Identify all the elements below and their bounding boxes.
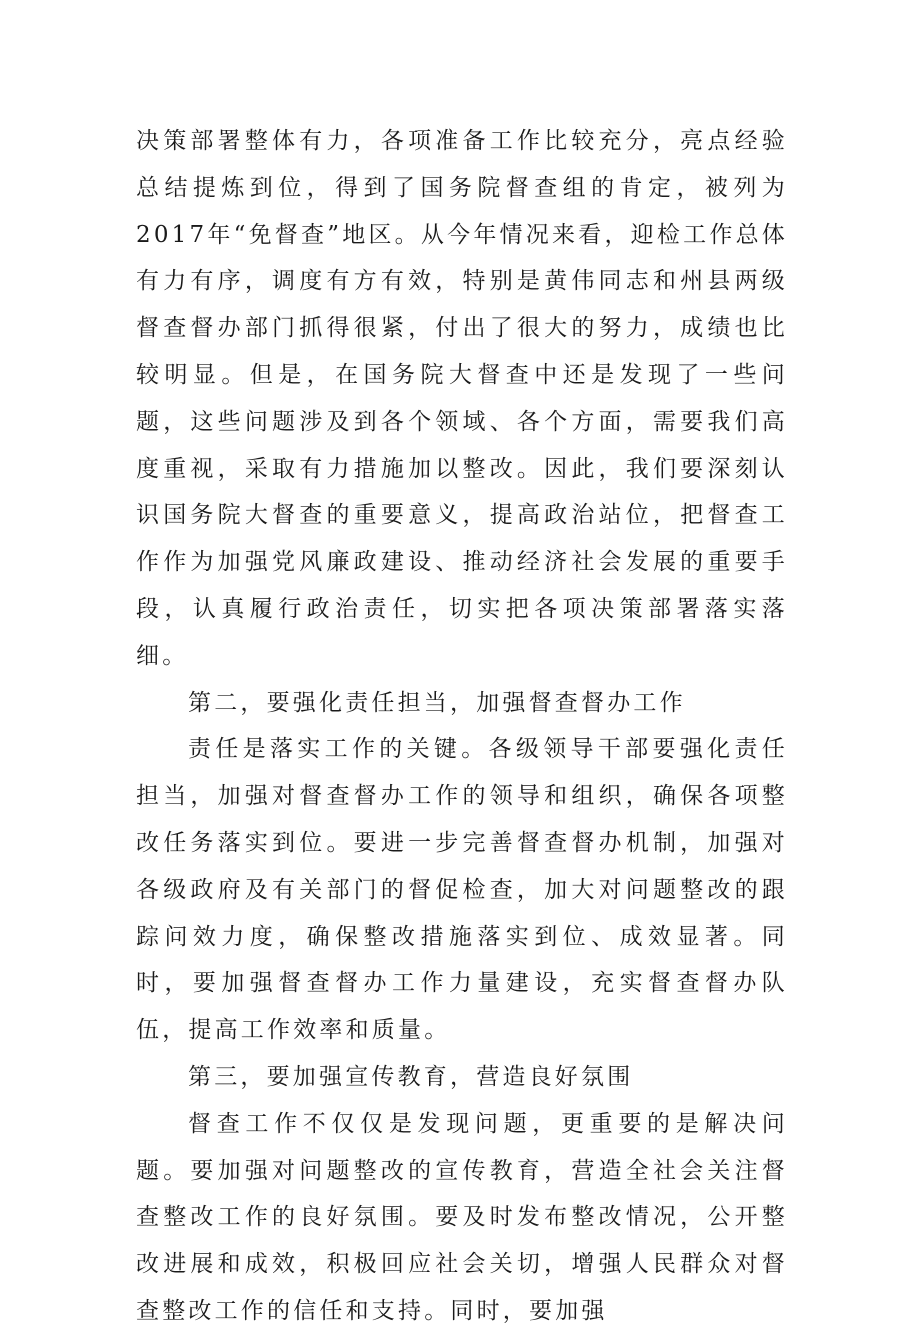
document-body [136, 118, 788, 1335]
section-heading-3: 第三，要加强宣传教育，营造良好氛围 [188, 1063, 634, 1090]
body-paragraph-3: 督查工作不仅仅是发现问题，更重要的是解决问题。要加强对问题整改的宣传教育，营造全社会关注督查整改工作的良好氛围。要及时发布整改情况，公开整改进展和成效，积极回应社会关切，增强人民群众对督查整改工作的信任和支持。同时，要加强 [136, 1110, 788, 1324]
section-heading-2: 第二，要强化责任担当，加强督查督办工作 [188, 689, 686, 716]
body-paragraph-2: 责任是落实工作的关键。各级领导干部要强化责任担当，加强对督查督办工作的领导和组织，确保各项整改任务落实到位。要进一步完善督查督办机制，加强对各级政府及有关部门的督促检查，加大对问题整改的跟踪问效力度，确保整改措施落实到位、成效显著。同时，要加强督查督办工作力量建设，充实督查督办队伍，提高工作效率和质量。 [136, 736, 788, 1044]
body-paragraph-1: 决策部署整体有力，各项准备工作比较充分，亮点经验总结提炼到位，得到了国务院督查组的肯定，被列为2017年“免督查”地区。从今年情况来看，迎检工作总体有力有序，调度有方有效，特别是黄伟同志和州县两级督查督办部门抓得很紧，付出了很大的努力，成绩也比较明显。但是，在国务院大督查中还是发现了一些问题，这些问题涉及到各个领域、各个方面，需要我们高度重视，采取有力措施加以整改。因此，我们要深刻认识国务院大督查的重要意义，提高政治站位，把督查工作作为加强党风廉政建设、推动经济社会发展的重要手段，认真履行政治责任，切实把各项决策部署落实落细。 [136, 128, 788, 669]
